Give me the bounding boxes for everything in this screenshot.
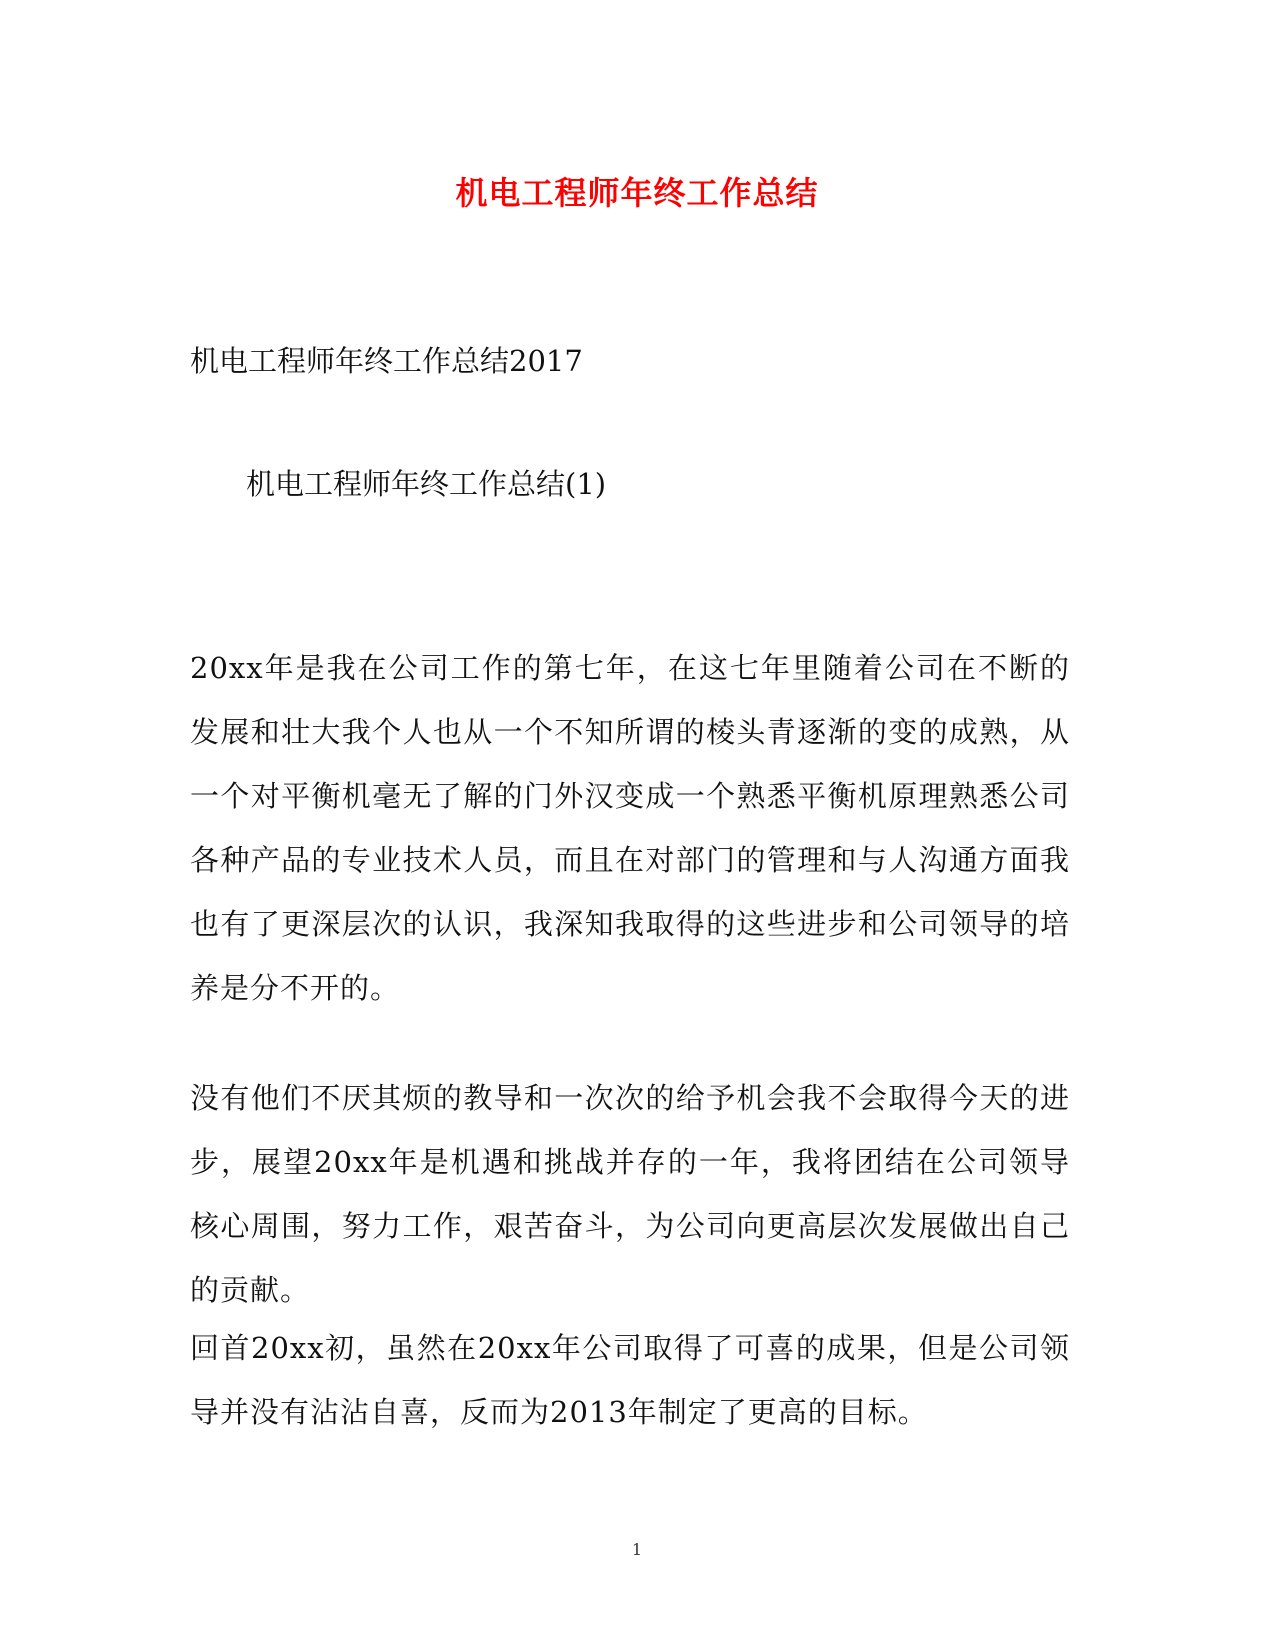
paragraph-3: 回首20xx初，虽然在20xx年公司取得了可喜的成果，但是公司领导并没有沾沾自喜，反而为2013年制定了更高的目标。 [190, 1331, 1070, 1429]
section-heading: 机电工程师年终工作总结(1) [246, 467, 607, 501]
paragraph-1: 20xx年是我在公司工作的第七年，在这七年里随着公司在不断的发展和壮大我个人也从一个不知所谓的棱头青逐渐的变的成熟，从一个对平衡机毫无了解的门外汉变成一个熟悉平衡机原理熟悉公司各种产品的专业技术人员，而且在对部门的管理和与人沟通方面我也有了更深层次的认识，我深知我取得的这些进步和公司领导的培养是分不开的。 [190, 651, 1070, 1005]
page-number: 1 [631, 1540, 643, 1559]
document-subtitle: 机电工程师年终工作总结2017 [190, 344, 583, 378]
document-title: 机电工程师年终工作总结 [455, 174, 819, 212]
paragraph-2: 没有他们不厌其烦的教导和一次次的给予机会我不会取得今天的进步，展望20xx年是机遇和挑战并存的一年，我将团结在公司领导核心周围，努力工作，艰苦奋斗，为公司向更高层次发展做出自己的贡献。 [190, 1081, 1070, 1307]
